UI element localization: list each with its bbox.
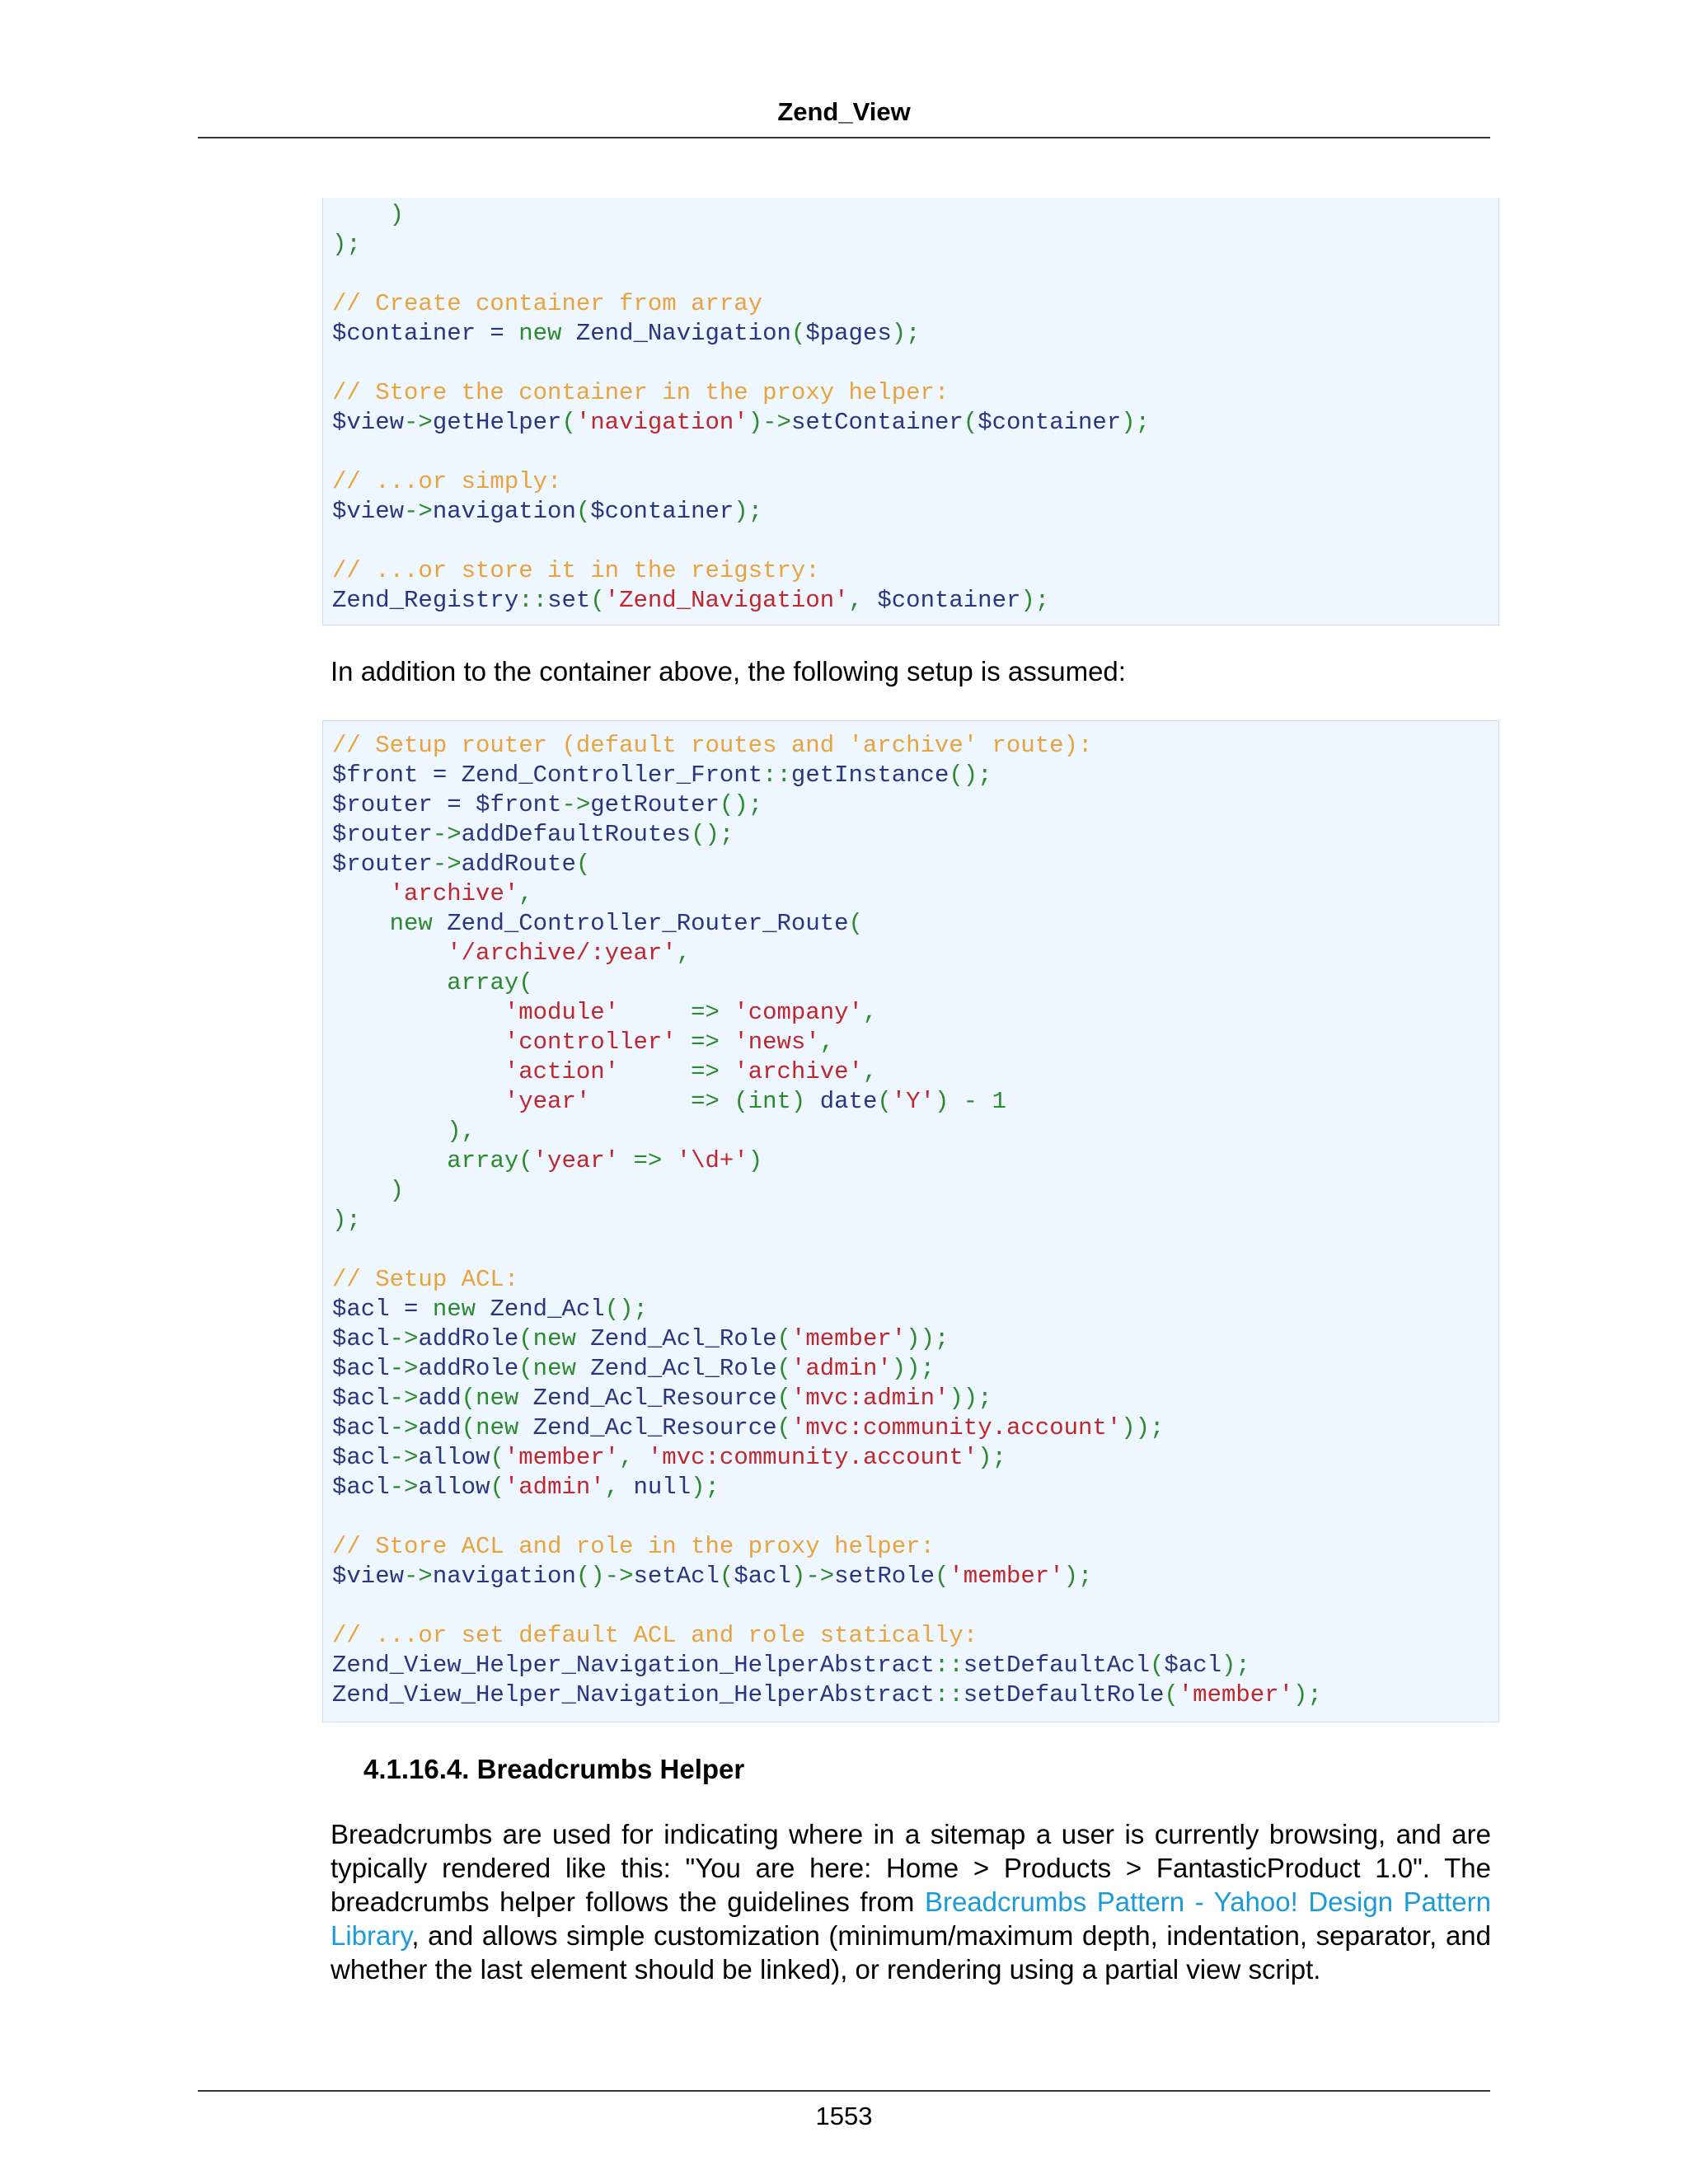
code-line (332, 968, 1498, 998)
code-token-string: '\d+' (676, 1147, 748, 1174)
code-token-punct: ( (518, 969, 533, 996)
code-token-string: 'news' (734, 1029, 820, 1056)
code-token-punct: ); (1020, 587, 1050, 614)
code-token-plain (332, 940, 447, 967)
code-line (332, 1295, 1498, 1324)
code-token-punct: ) (389, 1177, 405, 1204)
code-token-plain: Zend_Acl (476, 1296, 605, 1323)
code-token-func: Zend_Registry (332, 587, 519, 614)
code-token-var: $acl (332, 1355, 390, 1382)
code-line (332, 939, 1498, 968)
code-token-punct: ), (447, 1118, 476, 1145)
code-token-comment: // Store the container in the proxy helper: (332, 379, 950, 406)
code-token-punct: ( (518, 1355, 533, 1382)
code-token-var: $front (332, 762, 419, 789)
code-line (332, 1176, 1498, 1206)
code-token-punct: )-> (748, 409, 791, 436)
code-line (332, 527, 1498, 556)
code-token-func: Zend_View_Helper_Navigation_HelperAbstract (332, 1681, 935, 1708)
code-token-var: $acl (1164, 1652, 1222, 1679)
code-token-punct: ( (461, 1414, 476, 1441)
code-token-var: $acl (332, 1414, 390, 1441)
code-line (332, 230, 1498, 260)
code-line (332, 1562, 1498, 1591)
code-token-punct: , (819, 1029, 835, 1056)
code-token-punct: ( (776, 1325, 791, 1352)
code-token-var: $acl (734, 1563, 791, 1590)
code-block-router-acl-setup (322, 720, 1499, 1722)
intro-paragraph: In addition to the container above, the following setup is assumed: (331, 656, 1126, 687)
code-token-punct: ( (575, 851, 591, 878)
code-token-plain: Zend_Controller_Router_Route (432, 910, 849, 937)
code-token-punct: -> (389, 1325, 419, 1352)
code-token-comment: // Store ACL and role in the proxy helper: (332, 1533, 935, 1560)
code-line (332, 1235, 1498, 1265)
code-token-punct: ); (978, 1444, 1006, 1471)
code-token-punct: ); (332, 1207, 361, 1234)
code-token-string: 'mvc:community.account' (647, 1444, 978, 1471)
code-token-comment: // ...or store it in the reigstry: (332, 557, 820, 584)
code-token-plain (332, 1029, 504, 1056)
code-token-kw: new (476, 1414, 519, 1441)
code-token-string: 'mvc:community.account' (790, 1414, 1122, 1441)
code-token-punct: ( (934, 1563, 950, 1590)
code-line (332, 1265, 1498, 1295)
code-line (332, 1502, 1498, 1532)
code-token-kw: array (447, 1147, 519, 1174)
code-token-func: Zend_View_Helper_Navigation_HelperAbstract (332, 1652, 935, 1679)
code-token-punct: )); (891, 1355, 935, 1382)
code-token-punct: ( (490, 1474, 504, 1501)
code-token-func: allow (418, 1444, 490, 1471)
code-token-plain: = (418, 762, 462, 789)
code-token-string: 'admin' (504, 1474, 605, 1501)
code-token-punct: ( (877, 1088, 892, 1115)
code-token-punct: ); (734, 498, 763, 525)
code-token-plain: Zend_Navigation (561, 320, 791, 347)
code-token-punct: , (619, 1444, 648, 1471)
code-token-plain (332, 1177, 390, 1204)
code-token-func: setDefaultRole (963, 1681, 1165, 1708)
code-token-punct: ( (590, 587, 605, 614)
code-token-punct: -> (389, 1385, 419, 1412)
code-token-plain (677, 1029, 691, 1056)
code-line (332, 1651, 1498, 1680)
code-token-func: addRole (418, 1325, 519, 1352)
code-token-func: date (819, 1088, 878, 1115)
code-line (332, 998, 1498, 1028)
code-line (332, 1384, 1498, 1413)
code-line (332, 1591, 1498, 1621)
code-token-plain (720, 1088, 734, 1115)
code-token-plain (332, 1058, 504, 1085)
code-token-plain (720, 1029, 734, 1056)
code-token-punct: ( (518, 1147, 533, 1174)
code-token-func: setDefaultAcl (963, 1652, 1150, 1679)
code-line (332, 761, 1498, 790)
code-line (332, 289, 1498, 319)
code-token-var: $router (332, 821, 433, 848)
code-token-comment: // Setup router (default routes and 'archive' route): (332, 732, 1093, 759)
code-token-plain: Zend_Acl_Role (575, 1325, 777, 1352)
code-token-comment: // Create container from array (332, 290, 763, 317)
code-token-punct: ); (1121, 409, 1151, 436)
code-line (332, 1087, 1498, 1117)
code-token-punct: ( (776, 1414, 791, 1441)
code-token-kw: new (389, 910, 433, 937)
code-line (332, 909, 1498, 939)
code-token-punct: , (862, 1058, 878, 1085)
page-number: 1553 (815, 2102, 873, 2130)
code-token-var: $container (590, 498, 734, 525)
code-token-punct: :: (934, 1652, 964, 1679)
code-token-comment: // ...or set default ACL and role statically: (332, 1622, 978, 1649)
code-token-func: add (418, 1414, 462, 1441)
code-token-func: addRole (418, 1355, 519, 1382)
code-token-var: $front (476, 791, 562, 818)
code-token-punct: -> (389, 1444, 419, 1471)
code-line (332, 408, 1498, 438)
code-line (332, 556, 1498, 586)
code-token-punct: ( (848, 910, 863, 937)
code-line (332, 1057, 1498, 1087)
code-line (332, 731, 1498, 761)
code-token-punct: ( (575, 498, 591, 525)
code-token-string: 'module' (504, 999, 620, 1026)
code-token-punct: :: (518, 587, 548, 614)
code-token-kw: new (518, 320, 562, 347)
code-token-string: 'archive' (734, 1058, 863, 1085)
code-token-punct: :: (934, 1681, 964, 1708)
code-token-kw: new (532, 1325, 576, 1352)
code-token-string: 'member' (790, 1325, 907, 1352)
code-token-punct: ) - 1 (934, 1088, 1006, 1115)
code-token-func: navigation (432, 498, 576, 525)
code-token-func: add (418, 1385, 462, 1412)
code-token-plain (619, 1147, 633, 1174)
code-line (332, 260, 1498, 289)
code-token-punct: ); (1293, 1681, 1322, 1708)
code-token-string: 'Zend_Navigation' (604, 587, 849, 614)
code-token-punct: ( (518, 1325, 533, 1352)
code-token-var: $container (332, 320, 476, 347)
code-token-punct: ); (1221, 1652, 1250, 1679)
section-heading-breadcrumbs: 4.1.16.4. Breadcrumbs Helper (363, 1754, 745, 1784)
code-token-punct: => (633, 1147, 663, 1174)
code-line (332, 1206, 1498, 1235)
code-token-var: $view (332, 1563, 405, 1590)
breadcrumbs-pattern-link[interactable]: Breadcrumbs Pattern - Yahoo! Design Pattern Library (331, 1886, 1492, 1951)
code-line (332, 586, 1498, 616)
code-token-comment: // Setup ACL: (332, 1266, 519, 1293)
code-token-punct: ()-> (575, 1563, 634, 1590)
code-token-string: 'company' (734, 999, 863, 1026)
code-token-plain: = (476, 320, 519, 347)
code-token-string: 'year' (532, 1147, 620, 1174)
code-token-punct: (); (949, 762, 992, 789)
code-token-plain (662, 1147, 676, 1174)
code-token-func: setAcl (633, 1563, 720, 1590)
code-line (332, 1117, 1498, 1146)
code-token-punct: (); (719, 791, 763, 818)
code-token-plain (720, 999, 734, 1026)
code-token-func: addDefaultRoutes (461, 821, 692, 848)
code-token-plain (332, 1118, 447, 1145)
code-token-var: $pages (805, 320, 892, 347)
code-token-var: $acl (332, 1296, 390, 1323)
code-token-punct: ( (776, 1355, 791, 1382)
code-token-punct: -> (404, 1563, 433, 1590)
code-token-plain: Zend_Acl_Resource (518, 1385, 777, 1412)
code-token-punct: ); (891, 320, 921, 347)
code-token-comment: // ...or simply: (332, 468, 562, 495)
code-token-plain (805, 1088, 819, 1115)
code-block-navigation-container (322, 198, 1499, 626)
code-token-plain (619, 999, 691, 1026)
code-token-punct: ); (1063, 1563, 1093, 1590)
code-token-string: 'archive' (389, 880, 519, 907)
code-line (332, 1354, 1498, 1384)
code-line (332, 378, 1498, 408)
code-token-var: $router (332, 851, 433, 878)
code-token-punct: -> (389, 1355, 419, 1382)
code-token-punct: )); (949, 1385, 992, 1412)
code-token-punct: ( (790, 320, 806, 347)
code-line (332, 319, 1498, 349)
code-token-punct: ( (1164, 1681, 1179, 1708)
code-token-punct: )); (906, 1325, 950, 1352)
code-line (332, 497, 1498, 527)
code-token-punct: , (518, 880, 533, 907)
code-token-plain (590, 1088, 691, 1115)
code-token-var: $router (332, 791, 433, 818)
code-token-var: null (633, 1474, 692, 1501)
code-token-punct: :: (762, 762, 791, 789)
code-token-plain: = (389, 1296, 433, 1323)
page-header-title: Zend_View (777, 97, 911, 126)
code-token-func: setContainer (790, 409, 964, 436)
code-token-string: 'year' (504, 1088, 591, 1115)
code-token-string: 'Y' (891, 1088, 935, 1115)
code-token-punct: -> (432, 821, 462, 848)
code-token-var: $view (332, 498, 405, 525)
code-token-punct: (int) (734, 1088, 806, 1115)
code-token-plain (332, 910, 390, 937)
code-token-plain (619, 1058, 691, 1085)
code-token-plain: Zend_Acl_Role (575, 1355, 777, 1382)
code-token-func: getHelper (432, 409, 562, 436)
code-token-string: 'member' (949, 1563, 1064, 1590)
breadcrumbs-paragraph (331, 1817, 1491, 1986)
code-line (332, 1443, 1498, 1473)
code-line (332, 1621, 1498, 1651)
code-token-string: 'action' (504, 1058, 620, 1085)
code-token-punct: ( (776, 1385, 791, 1412)
code-token-string: 'admin' (790, 1355, 892, 1382)
code-token-var: $acl (332, 1474, 390, 1501)
code-token-func: getInstance (790, 762, 950, 789)
code-token-var: $acl (332, 1444, 390, 1471)
code-token-kw: new (532, 1355, 576, 1382)
code-token-punct: => (691, 1029, 720, 1056)
code-line (332, 1473, 1498, 1502)
code-token-func: allow (418, 1474, 490, 1501)
code-line (332, 1028, 1498, 1057)
code-token-punct: -> (561, 791, 591, 818)
code-line (332, 1146, 1498, 1176)
code-token-var: $acl (332, 1385, 390, 1412)
header-rule (198, 137, 1490, 138)
code-token-string: '/archive/:year' (447, 940, 677, 967)
code-token-punct: -> (432, 851, 462, 878)
code-token-var: $acl (332, 1325, 390, 1352)
code-token-plain (332, 880, 390, 907)
code-token-kw: new (476, 1385, 519, 1412)
code-token-punct: ( (963, 409, 978, 436)
code-token-punct: ) (332, 201, 405, 228)
code-token-func: setRole (834, 1563, 935, 1590)
code-token-string: 'member' (1178, 1681, 1294, 1708)
code-token-punct: -> (389, 1474, 419, 1501)
code-line (332, 850, 1498, 879)
breadcrumbs-paragraph-text-end: , and allows simple customization (minimum/maximum depth, indentation, separator, and whether the last element should be linked), or rendering using a partial view script. (331, 1920, 1491, 1985)
code-line (332, 879, 1498, 909)
code-token-kw: new (432, 1296, 476, 1323)
code-line (332, 438, 1498, 467)
code-token-punct: , (604, 1474, 634, 1501)
code-token-punct: -> (404, 498, 433, 525)
code-token-plain (332, 1147, 447, 1174)
code-token-punct: , (862, 999, 878, 1026)
code-line (332, 790, 1498, 820)
code-token-func: navigation (432, 1563, 576, 1590)
code-token-string: 'member' (504, 1444, 620, 1471)
code-token-func: set (547, 587, 591, 614)
code-token-string: 'controller' (504, 1029, 677, 1056)
code-line (332, 349, 1498, 378)
code-token-punct: ( (1149, 1652, 1165, 1679)
code-token-punct: )-> (790, 1563, 835, 1590)
code-token-punct: ); (691, 1474, 720, 1501)
code-token-punct: ( (461, 1385, 476, 1412)
code-token-punct: => (691, 1088, 720, 1115)
code-token-kw: array (447, 969, 519, 996)
breadcrumbs-paragraph-text-start: Breadcrumbs are used for indicating where in a sitemap a user is currently browsing, and are typically rendered like this: "You are here: Home > Products > FantasticProduct 1.0". The breadcrumbs helper follows the guidelines from (331, 1819, 1491, 1917)
code-token-func: getRouter (590, 791, 720, 818)
code-token-punct: ); (332, 231, 361, 258)
code-token-punct: -> (389, 1414, 419, 1441)
code-token-punct: ( (561, 409, 576, 436)
code-token-punct: (); (604, 1296, 648, 1323)
code-token-punct: (); (691, 821, 734, 848)
code-token-string: 'mvc:admin' (790, 1385, 950, 1412)
code-token-punct: , (676, 940, 692, 967)
code-token-punct: )); (1121, 1414, 1165, 1441)
code-token-var: $container (978, 409, 1122, 436)
code-line (332, 1413, 1498, 1443)
code-token-punct: ( (490, 1444, 504, 1471)
code-token-plain (332, 1088, 504, 1115)
code-token-plain: = (432, 791, 476, 818)
code-token-plain (332, 999, 504, 1026)
code-token-plain (332, 969, 447, 996)
code-token-punct: => (691, 1058, 720, 1085)
code-token-func: Zend_Controller_Front (461, 762, 763, 789)
code-token-var: $view (332, 409, 405, 436)
code-token-punct: , (848, 587, 878, 614)
code-token-plain (720, 1058, 734, 1085)
code-token-punct: -> (404, 409, 433, 436)
code-line (332, 820, 1498, 850)
code-token-string: 'navigation' (575, 409, 748, 436)
code-token-punct: ) (748, 1147, 763, 1174)
code-line (332, 467, 1498, 497)
code-token-punct: => (691, 999, 720, 1026)
code-token-punct: ( (719, 1563, 734, 1590)
code-token-func: addRoute (461, 851, 576, 878)
code-token-var: $container (877, 587, 1021, 614)
code-line (332, 1680, 1498, 1710)
code-line (332, 1324, 1498, 1354)
code-token-plain: Zend_Acl_Resource (518, 1414, 777, 1441)
code-line (332, 1532, 1498, 1562)
code-line (332, 200, 1498, 230)
